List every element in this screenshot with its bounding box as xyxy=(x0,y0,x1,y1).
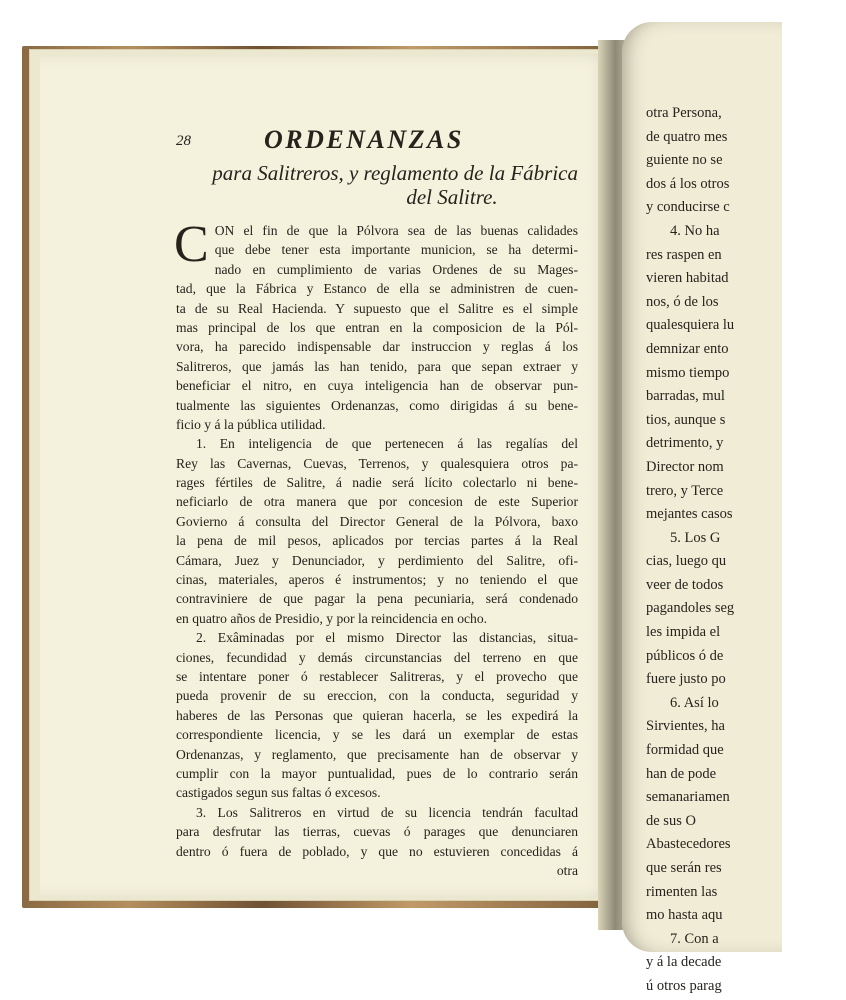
right-text-line: mo hasta aqu xyxy=(646,907,723,924)
text-line: ficio y á la pública utilidad. xyxy=(176,416,326,432)
text-line: se intentare poner ó restablecer Salitreras, y el provecho que xyxy=(176,668,578,684)
text-line: correspondiente licencia, y se les dará un exemplar de estas xyxy=(176,727,578,743)
right-text-line: Director nom xyxy=(646,458,724,475)
right-text-line: de sus O xyxy=(646,812,696,829)
right-text-line: fuere justo po xyxy=(646,671,726,688)
right-text-line: dos á los otros xyxy=(646,175,730,192)
paragraph-1 xyxy=(176,434,578,628)
text-line: rages fértiles de Salitre, á nadie será lícito colectarlo ni bene- xyxy=(176,475,578,491)
text-line: haberes de las Personas que quieran hacerla, se les expedirá la xyxy=(176,707,578,723)
right-text-line: guiente no se xyxy=(646,152,723,169)
paragraph-2 xyxy=(176,628,578,803)
right-text-line: les impida el xyxy=(646,624,721,641)
right-text-line: y conducirse c xyxy=(646,199,730,216)
intro-paragraph xyxy=(174,216,578,434)
text-line: para desfrutar las tierras, cuevas ó parages que denunciaren xyxy=(176,824,578,840)
left-page-text xyxy=(176,125,578,879)
right-text-line: 5. Los G xyxy=(670,529,721,546)
right-text-line: que serán res xyxy=(646,860,722,876)
right-text-line: 6. Así lo xyxy=(670,694,719,711)
right-text-line: veer de todos xyxy=(646,576,724,593)
text-line: Rey las Cavernas, Cuevas, Terrenos, y qualesquiera otros pa- xyxy=(176,455,578,471)
text-line: ON el fin de que la Pólvora sea de las buenas calidades xyxy=(214,223,578,238)
right-text-line: semanariamen xyxy=(646,789,730,806)
right-text-line: tios, aunque s xyxy=(646,411,726,428)
title-subtitle: para Salitreros, y reglamento de la Fábrica xyxy=(212,161,578,185)
intro-lines xyxy=(174,216,578,434)
right-text-line: Abastecedores xyxy=(646,836,731,853)
right-text-line: rimenten las xyxy=(646,883,718,900)
right-text-line: mismo tiempo xyxy=(646,364,730,381)
right-page xyxy=(622,22,782,994)
right-text-line: mejantes casos xyxy=(646,506,733,523)
right-text-line: trero, y Terce xyxy=(646,482,724,499)
catchword: otra xyxy=(556,862,578,878)
right-text-line: cias, luego qu xyxy=(646,553,727,570)
text-line: ta de su Real Hacienda. Y supuesto que el Salitre es el simple xyxy=(176,300,578,316)
text-line: 3. Los Salitreros en virtud de su licencia tendrán facultad xyxy=(196,804,578,820)
right-text-line: 7. Con a xyxy=(670,930,719,947)
text-line: la pena de mil pesos, aplicados por tercias partes á la Real xyxy=(176,533,578,549)
text-line: neficiarlo de otra manera que por concesion de este Superior xyxy=(176,494,578,510)
text-line: tualmente las siguientes Ordenanzas, como dirigidas á su bene- xyxy=(176,397,578,413)
right-text-line: pagandoles seg xyxy=(646,600,735,617)
text-line: Salitreros, que jamás las han tenido, para que sepan extraer y xyxy=(176,358,578,374)
text-line: cumplir con la mayor puntualidad, pues de lo contrario serán xyxy=(176,765,578,781)
right-text-line: de quatro mes xyxy=(646,128,728,145)
text-line: dentro ó fuera de poblado, y que no estuvieren concedidas á xyxy=(176,843,578,859)
right-text-line: ú otros parag xyxy=(646,977,722,994)
right-text-line: qualesquiera lu xyxy=(646,317,735,334)
text-line: pueda provenir de su ereccion, con la conducta, seguridad y xyxy=(176,688,578,704)
right-text-line: otra Persona, xyxy=(646,105,722,121)
text-line: contraviniere de que pagar la pena pecuniaria, será condenado xyxy=(176,591,578,607)
text-line: que debe tener esta importante municion, se ha determi- xyxy=(214,242,578,258)
text-line: 2. Exâminadas por el mismo Director las distancias, situa- xyxy=(196,630,578,646)
page-number: 28 xyxy=(176,133,191,149)
right-text-line: Sirvientes, ha xyxy=(646,718,725,735)
right-text-line: detrimento, y xyxy=(646,435,724,452)
right-text-line: públicos ó de xyxy=(646,647,724,664)
right-text-line: 4. No ha xyxy=(670,222,720,239)
right-text-line: han de pode xyxy=(646,765,717,782)
right-page-text xyxy=(646,102,846,999)
text-line: beneficiar el nitro, en cuya inteligencia han de observar pun- xyxy=(176,378,578,394)
text-line: nado en cumplimiento de varias Ordenes de su Mages- xyxy=(214,261,578,277)
title-main: ORDENANZAS xyxy=(264,125,464,154)
text-line: 1. En inteligencia de que pertenecen á las regalías del xyxy=(196,436,578,452)
right-text-line: demnizar ento xyxy=(646,340,729,357)
right-text-line: formidad que xyxy=(646,742,724,759)
right-text-line: y á la decade xyxy=(646,954,722,971)
text-line: mas principal de los que entran en la composicion de la Pól- xyxy=(176,319,578,335)
text-line: cinas, materiales, aperos é instrumentos; y no teniendo el que xyxy=(176,572,578,588)
text-line: ciones, fecundidad y demás circunstancias del terreno en que xyxy=(176,649,578,665)
text-line: Ordenanzas, y reglamento, que precisamente han de observar y xyxy=(176,746,578,762)
text-line: castigados segun sus faltas ó excesos. xyxy=(176,785,381,801)
text-line: vora, ha parecido indispensable dar instruccion y reglas á los xyxy=(176,339,578,355)
right-text-line: vieren habitad xyxy=(646,270,729,287)
text-line: en quatro años de Presidio, y por la reincidencia en ocho. xyxy=(176,610,488,626)
text-line: Cámara, Juez y Denunciador, y perdimiento del Salitre, ofi- xyxy=(176,552,578,568)
page-header xyxy=(176,125,578,161)
title-subtitle-end: del Salitre. xyxy=(406,185,498,209)
right-text-line: res raspen en xyxy=(646,246,722,263)
drop-cap: C xyxy=(174,216,209,273)
text-line: Govierno á consulta del Director General de la Pólvora, baxo xyxy=(176,513,578,529)
right-text-line: barradas, mul xyxy=(646,388,725,405)
right-text-line: nos, ó de los xyxy=(646,293,719,310)
paragraph-3 xyxy=(176,803,578,861)
text-line: tad, que la Fábrica y Estanco de ella se administren de cuen- xyxy=(176,281,578,297)
